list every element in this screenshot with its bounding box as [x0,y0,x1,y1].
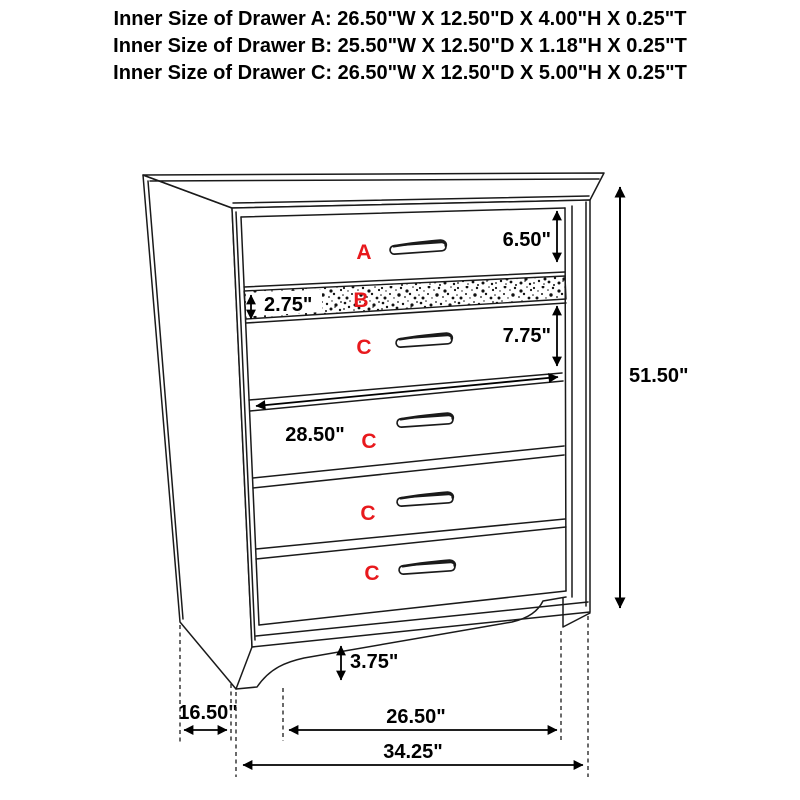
drawer-b-label: B [353,289,369,312]
dim-overall-width-label: 34.25" [383,741,443,763]
dim-leg-height-label: 3.75" [350,651,399,673]
dim-drawer-b-height-label: 2.75" [264,294,313,316]
drawer-a-label: A [356,241,372,264]
dim-side-depth [178,702,238,730]
dim-between-legs-width-label: 26.50" [386,706,446,728]
dim-drawer-c-height-label: 7.75" [502,325,551,347]
drawer-c4-label: C [364,562,380,585]
dim-overall-height-label: 51.50" [629,365,689,387]
dim-drawer-inner-width-label: 28.50" [285,424,345,446]
inner-size-line-b: Inner Size of Drawer B: 25.50"W X 12.50"D X 1.18"H X 0.25"T [113,35,687,57]
inner-size-line-c: Inner Size of Drawer C: 26.50"W X 12.50"D X 5.00"H X 0.25"T [113,62,687,84]
inner-size-line-a: Inner Size of Drawer A: 26.50"W X 12.50"D X 4.00"H X 0.25"T [113,8,687,30]
dim-side-depth-label: 16.50" [178,702,238,724]
drawer-c1-label: C [356,336,372,359]
dim-overall-width [243,741,583,765]
dim-drawer-a-height-label: 6.50" [502,229,551,251]
drawer-c3-label: C [360,502,376,525]
dim-overall-height [620,187,689,608]
dim-between-legs-width [289,706,557,730]
dim-leg-height [341,646,398,680]
drawer-c2-label: C [361,430,377,453]
